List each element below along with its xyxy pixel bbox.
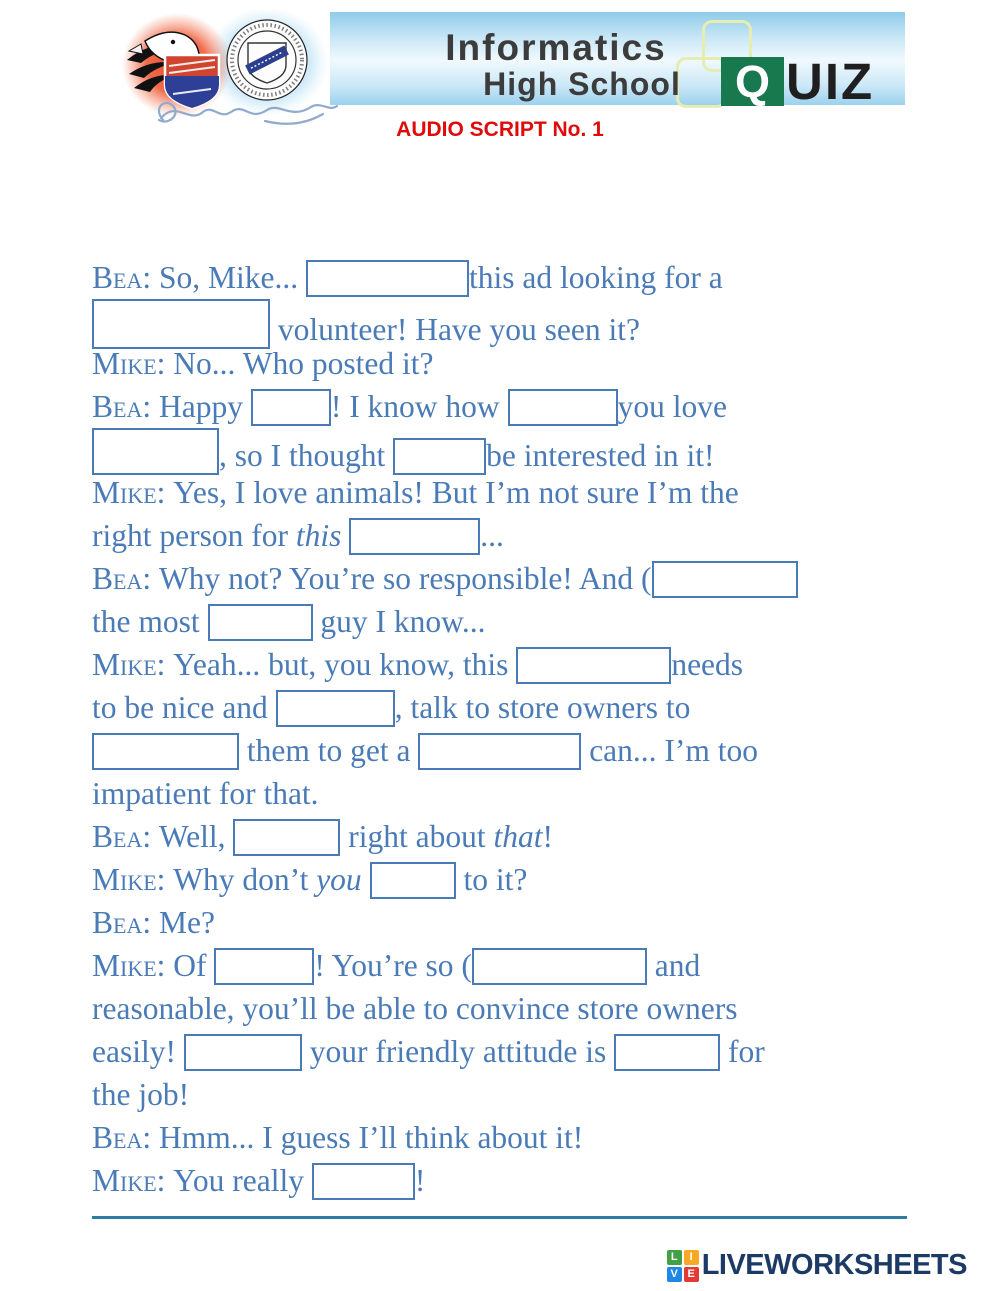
speaker-name: Bea:	[92, 819, 159, 854]
answer-blank[interactable]	[393, 438, 486, 475]
page-title: AUDIO SCRIPT No. 1	[396, 118, 604, 141]
speaker-name: Mike:	[92, 1163, 174, 1198]
speaker-name: Mike:	[92, 948, 174, 983]
quiz-rest-letters: UIZ	[786, 53, 875, 110]
answer-blank[interactable]	[251, 389, 331, 426]
dialogue-text	[341, 518, 349, 553]
answer-blank[interactable]	[508, 389, 618, 426]
dialogue-text: Hmm... I guess I’ll think about it!	[158, 1120, 584, 1155]
answer-blank[interactable]	[370, 862, 456, 899]
answer-blank[interactable]	[92, 428, 219, 475]
answer-blank[interactable]	[349, 518, 480, 555]
dialogue-text: ...	[480, 518, 504, 553]
answer-blank[interactable]	[214, 948, 314, 985]
dialogue-text: You really	[173, 1163, 312, 1198]
speaker-name: Bea:	[92, 905, 159, 940]
dialogue-text: right about	[340, 819, 494, 854]
dialogue-line	[92, 686, 912, 729]
dialogue-line	[92, 987, 912, 1030]
dialogue-text	[362, 862, 370, 897]
dialogue-text: , so I thought	[219, 438, 394, 473]
answer-blank[interactable]	[472, 948, 647, 985]
school-name	[426, 29, 686, 100]
dialogue-text: impatient for that.	[92, 776, 319, 811]
eagle-eye-icon	[171, 40, 175, 44]
quiz-logo	[721, 53, 875, 110]
dialogue-text: to be nice and	[92, 690, 276, 725]
dialogue-text: be interested in it!	[486, 438, 715, 473]
dialogue-text: right person for	[92, 518, 296, 553]
dialogue-text: your friendly attitude is	[301, 1034, 615, 1069]
dialogue-text: Yes, I love animals! But I’m not sure I’m the	[173, 475, 739, 510]
dialogue-text: to it?	[455, 862, 528, 897]
dialogue-text: for	[720, 1034, 765, 1069]
speaker-name: Bea:	[92, 389, 159, 424]
brand-tile-l-icon: L	[667, 1250, 682, 1265]
speaker-name: Mike:	[92, 647, 174, 682]
dialogue-line	[92, 901, 912, 944]
school-name-line2: High School	[483, 66, 681, 102]
dialogue-text: , talk to store owners to	[394, 690, 691, 725]
dialogue-text: can... I’m too	[581, 733, 759, 768]
dialogue-line	[92, 256, 912, 299]
dialogue-text-italic: that	[493, 819, 543, 854]
answer-blank[interactable]	[652, 561, 798, 598]
dialogue-text: No... Who posted it?	[173, 346, 434, 381]
school-logo	[115, 10, 350, 135]
dialogue-text: !	[414, 1163, 426, 1198]
dialogue-line	[92, 1030, 912, 1073]
dialogue-line	[92, 299, 912, 347]
liveworksheets-wordmark: LIVEWORKSHEETS	[701, 1249, 967, 1281]
quiz-q-box: Q	[721, 57, 784, 106]
dialogue-line	[92, 342, 912, 385]
dialogue-text: !	[542, 819, 554, 854]
answer-blank[interactable]	[276, 690, 395, 727]
answer-blank[interactable]	[208, 604, 313, 641]
dialogue-line	[92, 1116, 912, 1159]
liveworksheets-tiles-icon	[667, 1250, 699, 1282]
dialogue-text: you love	[617, 389, 727, 424]
dialogue-text: Why not? You’re so responsible! And (	[158, 561, 652, 596]
footer-brand	[667, 1249, 967, 1282]
dialogue-text: reasonable, you’ll be able to convince store owners	[92, 991, 738, 1026]
dialogue-text: the most	[92, 604, 208, 639]
dialogue-line	[92, 772, 912, 815]
dialogue-line	[92, 557, 912, 600]
dialogue-text: the job!	[92, 1077, 190, 1112]
dialogue-line	[92, 1159, 912, 1202]
answer-blank[interactable]	[418, 733, 581, 770]
answer-blank[interactable]	[92, 733, 239, 770]
dialogue-text: needs	[671, 647, 744, 682]
dialogue-line	[92, 428, 912, 471]
speaker-name: Bea:	[92, 260, 159, 295]
dialogue-line	[92, 858, 912, 901]
dialogue-line	[92, 643, 912, 686]
dialogue-line	[92, 514, 912, 557]
dialogue-text-italic: this	[295, 518, 342, 553]
dialogue-text: them to get a	[239, 733, 419, 768]
dialogue-text: easily!	[92, 1034, 184, 1069]
brand-tile-v-icon: V	[667, 1267, 682, 1282]
dialogue-line	[92, 815, 912, 858]
dialogue-text: Well,	[158, 819, 234, 854]
dialogue-text: ! I know how	[330, 389, 508, 424]
dialogue-text: volunteer! Have you seen it?	[270, 312, 640, 347]
dialogue-text: ! You’re so (	[314, 948, 472, 983]
answer-blank[interactable]	[516, 647, 671, 684]
dialogue	[92, 256, 912, 1202]
dialogue-line	[92, 944, 912, 987]
dialogue-line	[92, 385, 912, 428]
divider-line	[92, 1216, 907, 1219]
dialogue-line	[92, 600, 912, 643]
dialogue-text: and	[646, 948, 701, 983]
dialogue-text: Why don’t	[173, 862, 317, 897]
dialogue-line	[92, 729, 912, 772]
speaker-name: Bea:	[92, 1120, 159, 1155]
dialogue-text: this ad looking for a	[468, 260, 723, 295]
speaker-name: Mike:	[92, 862, 174, 897]
dialogue-text: Me?	[158, 905, 215, 940]
answer-blank[interactable]	[614, 1034, 720, 1071]
dialogue-text-italic: you	[316, 862, 362, 897]
dialogue-line	[92, 471, 912, 514]
dialogue-text: Yeah... but, you know, this	[173, 647, 517, 682]
dialogue-line	[92, 1073, 912, 1116]
dialogue-text: Happy	[158, 389, 251, 424]
answer-blank[interactable]	[312, 1163, 415, 1200]
speaker-name: Mike:	[92, 346, 174, 381]
dialogue-text: guy I know...	[312, 604, 486, 639]
speaker-name: Mike:	[92, 475, 174, 510]
header-banner	[330, 12, 905, 110]
answer-blank[interactable]	[233, 819, 340, 856]
speaker-name: Bea:	[92, 561, 159, 596]
brand-tile-e-icon: E	[684, 1267, 699, 1282]
dialogue-text: So, Mike...	[158, 260, 306, 295]
brand-tile-i-icon: I	[684, 1250, 699, 1265]
dialogue-text: Of	[173, 948, 215, 983]
answer-blank[interactable]	[306, 260, 469, 297]
answer-blank[interactable]	[184, 1034, 302, 1071]
school-name-line1: Informatics	[445, 27, 667, 68]
